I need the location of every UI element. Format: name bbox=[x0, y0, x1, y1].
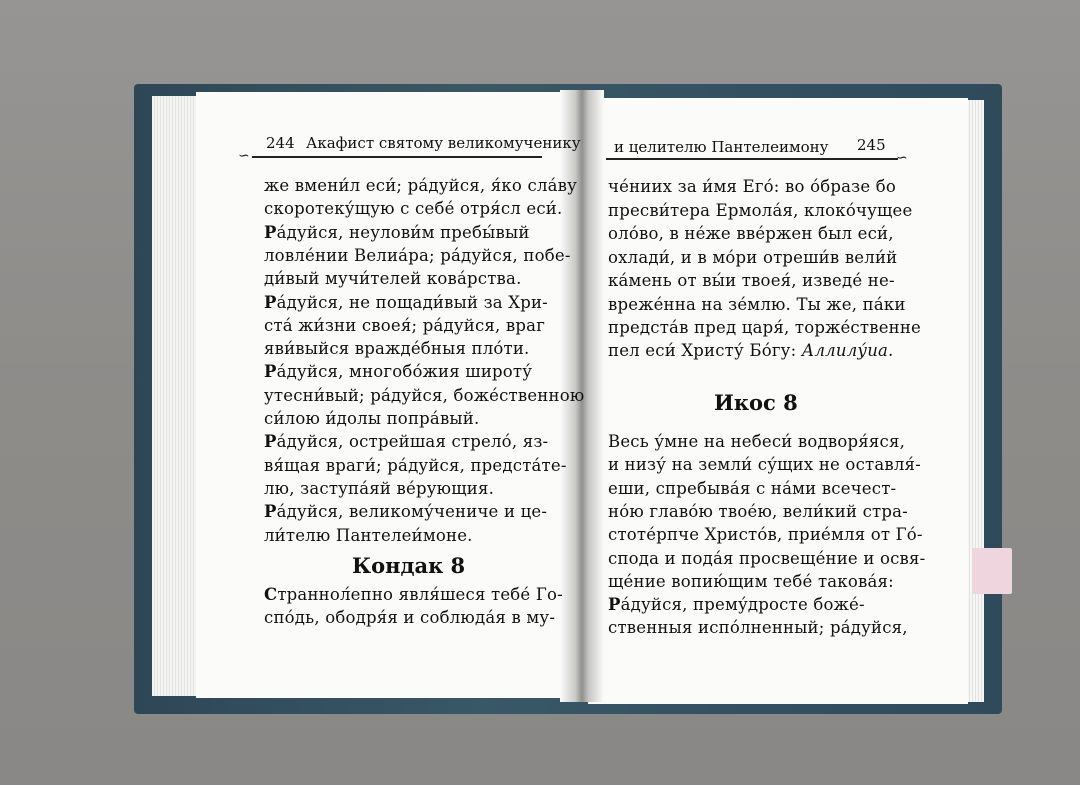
initial-letter: Р bbox=[264, 432, 277, 452]
right-closing-line bbox=[608, 341, 894, 360]
left-header-rule bbox=[252, 156, 542, 158]
text-line bbox=[264, 269, 522, 288]
line-text: си́лою и́долы попра́вый. bbox=[264, 409, 480, 428]
text-line: вреже́нна на зе́млю. Ты же, па́ки bbox=[608, 294, 906, 314]
initial-letter: Р bbox=[264, 292, 277, 312]
text-line bbox=[264, 386, 584, 405]
text-line: пресви́тера Ермола́я, клоко́чущее bbox=[608, 200, 913, 220]
text-line bbox=[608, 479, 896, 498]
text-line bbox=[264, 176, 577, 195]
right-running-head: и целителю Пантелеимону bbox=[614, 138, 829, 156]
line-text: Весь у́мне на небеси́ водворя́яся, bbox=[608, 432, 906, 451]
initial-letter: Р bbox=[608, 595, 621, 615]
initial-letter: Р bbox=[264, 362, 277, 382]
text-line bbox=[608, 618, 908, 637]
line-text: еши, спребыва́я с на́ми всечест- bbox=[608, 478, 897, 498]
text-line bbox=[264, 432, 548, 451]
text-line bbox=[264, 339, 530, 358]
text-line: предста́в пред царя́, торже́ственне bbox=[608, 318, 922, 337]
text-line bbox=[608, 432, 905, 451]
line-text: а́дуйся, не пощади́вый за Хри- bbox=[276, 292, 548, 312]
line-text: же вмени́л еси́; ра́дуйся, я́ко сла́ву bbox=[264, 176, 578, 195]
line-text: а́дуйся, великому́чениче и це- bbox=[276, 502, 548, 522]
text-line bbox=[264, 526, 473, 545]
line-text: ловле́нии Велиа́ра; ра́дуйся, побе- bbox=[264, 245, 571, 265]
text-line: ка́мень от вы́и твоея́, изведе́ не- bbox=[608, 271, 895, 290]
line-text: а́дуйся, острейшая стрело́, яз- bbox=[276, 432, 549, 452]
line-text: ще́ние вопию́щим тебе́ такова́я: bbox=[608, 571, 894, 591]
line-text: и низу́ на земли́ су́щих не оставля́- bbox=[608, 455, 921, 475]
pink-sticker bbox=[972, 548, 1012, 594]
text-line bbox=[264, 585, 563, 604]
right-closing-plain: пел еси́ Христу́ Бо́гу: bbox=[608, 341, 802, 360]
line-text: ственныя испо́лненный; ра́дуйся, bbox=[608, 618, 908, 638]
page-edges-left bbox=[152, 96, 202, 696]
line-text: траннол́епно явля́шеся тебе́ Го- bbox=[277, 585, 563, 604]
line-text: ста́ жи́зни своея́; ра́дуйся, враг bbox=[264, 315, 546, 335]
right-closing-italic: Аллилу́иа. bbox=[801, 341, 894, 360]
line-text: стоте́рпче Христо́в, прие́мля от Го́- bbox=[608, 525, 923, 545]
left-ornament-icon: ∽ bbox=[238, 148, 250, 164]
text-line: охлади́, и в мо́ри отреши́в вели́й bbox=[608, 247, 898, 267]
text-line bbox=[264, 479, 494, 498]
line-text: вя́щая враги́; ра́дуйся, предста́те- bbox=[264, 455, 567, 475]
line-text: спо́дь, ободря́я и соблюда́я в му- bbox=[264, 608, 556, 628]
initial-letter: С bbox=[264, 585, 278, 604]
text-line bbox=[264, 409, 479, 428]
right-header-rule bbox=[606, 158, 898, 160]
line-text: а́дуйся, прему́дросте боже́- bbox=[620, 595, 865, 615]
initial-letter: Р bbox=[264, 502, 277, 522]
text-line bbox=[608, 595, 865, 614]
text-line bbox=[264, 223, 530, 242]
left-running-head: Акафист святому великомученику bbox=[306, 134, 581, 152]
text-line bbox=[608, 502, 908, 521]
text-line bbox=[264, 316, 545, 335]
text-line bbox=[264, 293, 548, 312]
text-line bbox=[264, 456, 567, 475]
text-line bbox=[264, 502, 547, 521]
right-heading: Икос 8 bbox=[714, 390, 798, 415]
text-line bbox=[264, 246, 571, 265]
text-line bbox=[264, 362, 532, 381]
initial-letter: Р bbox=[264, 222, 277, 242]
text-line bbox=[264, 199, 562, 218]
text-line bbox=[608, 572, 894, 591]
right-ornament-icon: ∽ bbox=[896, 150, 908, 166]
line-text: скоротеку́щую с себе́ отря́сл еси́. bbox=[264, 199, 563, 219]
text-line bbox=[608, 525, 923, 544]
line-text: яви́выйся вражде́бныя пло́ти. bbox=[264, 339, 530, 359]
line-text: а́дуйся, многобо́жия широту́ bbox=[276, 362, 533, 382]
line-text: спода и пода́я просвеще́ние и освя- bbox=[608, 548, 926, 568]
left-page-number: 244 bbox=[266, 134, 295, 152]
text-line: че́ниих за и́мя Его́: во о́бразе бо bbox=[608, 177, 897, 196]
line-text: а́дуйся, неулови́м пребы́вый bbox=[276, 222, 530, 242]
line-text: лю, заступа́яй ве́рующия. bbox=[264, 478, 495, 498]
line-text: утесни́вый; ра́дуйся, боже́ственною bbox=[264, 385, 585, 405]
line-text: ли́телю Пантелеи́моне. bbox=[264, 525, 473, 545]
text-line bbox=[264, 608, 555, 627]
line-text: но́ю главо́ю твое́ю, вели́кий стра- bbox=[608, 501, 908, 521]
line-text: ди́вый мучи́телей кова́рства. bbox=[264, 269, 522, 289]
right-page-number: 245 bbox=[857, 136, 886, 154]
text-line bbox=[608, 549, 925, 568]
text-line bbox=[608, 455, 921, 474]
text-line: оло́во, в не́же вве́ржен был еси́, bbox=[608, 224, 894, 243]
left-heading: Кондак 8 bbox=[352, 553, 466, 578]
